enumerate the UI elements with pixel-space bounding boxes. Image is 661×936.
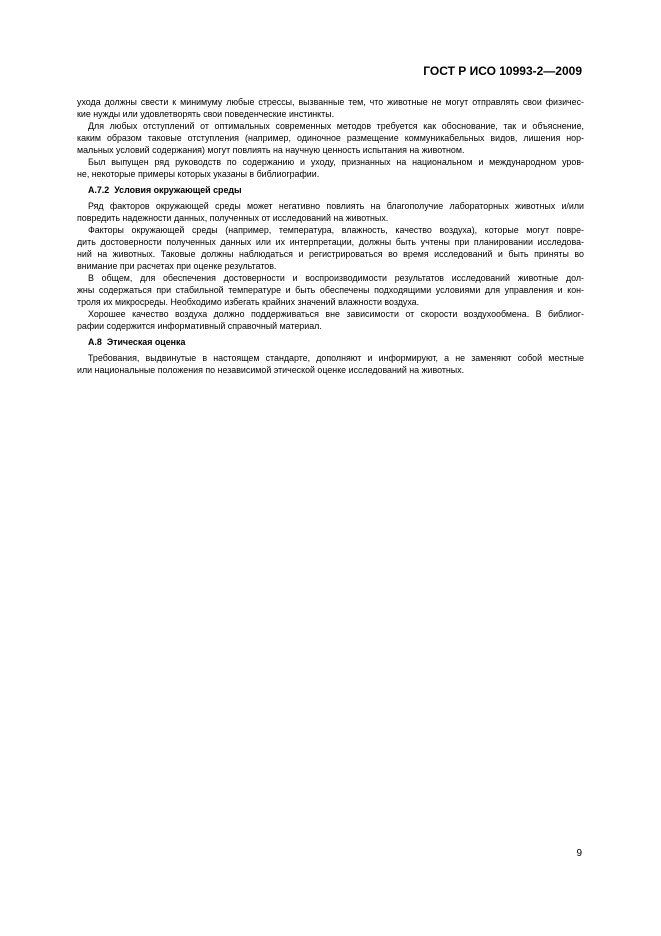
section-number: А.8 (88, 337, 102, 347)
text-line: рафии содержится информативный справочный материал. (77, 321, 322, 331)
section-title: Условия окружающей среды (114, 185, 242, 195)
text-line: Для любых отступлений от оптимальных современных методов требуется как обоснование, так и объяснение, (88, 121, 584, 131)
document-body (77, 96, 584, 376)
section-title: Этическая оценка (106, 337, 186, 347)
section-heading (77, 336, 584, 348)
text-line: Требования, выдвинутые в настоящем стандарте, дополняют и информируют, а не заменяют собой местные (88, 353, 584, 363)
text-line: Был выпущен ряд руководств по содержанию и уходу, признанных на национальном и международном уров- (88, 157, 584, 167)
text-line: или национальные положения по независимой этической оценке исследований на животных. (77, 365, 465, 375)
paragraph (77, 96, 584, 120)
text-line: ний на животных. Таковые должны наблюдаться и регистрироваться во время исследований и быть приняты во (77, 249, 584, 259)
text-line: троля их микросреды. Необходимо избегать крайних значений влажности воздуха. (77, 297, 420, 307)
text-line: В общем, для обеспечения достоверности и воспроизводимости результатов исследований животные дол- (88, 273, 584, 283)
paragraph (77, 120, 584, 156)
paragraph (77, 156, 584, 180)
text-line: повредить надежности данных, полученных от исследований на животных. (77, 213, 389, 223)
paragraph (77, 224, 584, 272)
text-line: Факторы окружающей среды (например, температура, влажность, качество воздуха), которые могут повре- (88, 225, 584, 235)
text-line: кие нужды или удовлетворять свои поведенческие инстинкты. (77, 109, 335, 119)
section-number: А.7.2 (88, 185, 110, 195)
text-line: не, некоторые примеры которых указаны в библиографии. (77, 169, 320, 179)
paragraph (77, 200, 584, 224)
text-line: ухода должны свести к минимуму любые стрессы, вызванные тем, что животные не могут отправлять свои физичес- (77, 97, 584, 107)
paragraph (77, 272, 584, 308)
page-number: 9 (576, 848, 582, 859)
text-line: мальных условий содержания) могут повлиять на научную ценность испытания на животном. (77, 145, 465, 155)
text-line: жны содержаться при стабильной температуре и быть обеспечены подходящими условиями для управления и кон- (77, 285, 584, 295)
text-line: Хорошее качество воздуха должно поддерживаться вне зависимости от скорости воздухообмена. В библиог- (88, 309, 584, 319)
text-line: дить достоверности полученных данных или их интерпретации, должны быть учтены при планировании исследова- (77, 237, 584, 247)
paragraph (77, 352, 584, 376)
text-line: каким образом таковые отступления (например, одиночное размещение коммуникабельных видов, лишения нор- (77, 133, 584, 143)
document-header: ГОСТ Р ИСО 10993-2—2009 (423, 64, 582, 78)
text-line: внимание при расчетах при оценке результатов. (77, 261, 277, 271)
section-heading (77, 184, 584, 196)
text-line: Ряд факторов окружающей среды может негативно повлиять на благополучие лабораторных животных и/или (88, 201, 584, 211)
paragraph (77, 308, 584, 332)
